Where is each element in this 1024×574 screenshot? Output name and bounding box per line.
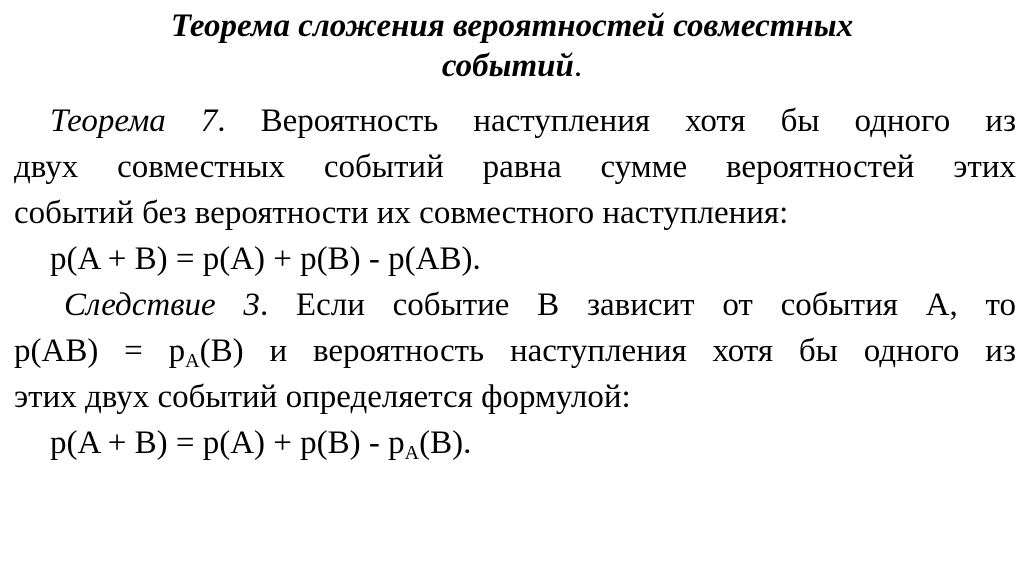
title-period: . bbox=[573, 48, 583, 84]
theorem-line-3: событий без вероятности их совместного наступления: bbox=[14, 195, 789, 231]
theorem-line-1-text: . Вероятность наступления хотя бы одного из bbox=[217, 103, 1016, 139]
corollary-label: Следствие 3 bbox=[64, 287, 260, 323]
theorem-line-1 bbox=[50, 98, 1016, 144]
theorem-line-2: двух совместных событий равна сумме вероятностей этих bbox=[14, 149, 1016, 185]
corollary-line-2-sub: A bbox=[185, 350, 200, 372]
title-line-2-text: событий bbox=[441, 48, 574, 84]
corollary-line-2 bbox=[14, 328, 1016, 374]
theorem-label: Теорема 7 bbox=[50, 103, 218, 139]
corollary-formula-sub: A bbox=[404, 442, 420, 464]
title-line-1: Теорема сложения вероятностей совместных bbox=[170, 8, 854, 44]
corollary-line-3: этих двух событий определяется формулой: bbox=[14, 379, 631, 415]
theorem-formula: p(A + B) = p(A) + p(B) - p(AB). bbox=[50, 241, 481, 277]
title-line-2 bbox=[0, 46, 1024, 86]
corollary-line-2-post: (B) и вероятность наступления хотя бы одного из bbox=[199, 333, 1016, 369]
slide-title bbox=[0, 6, 1024, 86]
corollary-formula-pre: p(A + B) = p(A) + p(B) - p bbox=[50, 425, 405, 461]
corollary-formula-post: (B). bbox=[419, 425, 472, 461]
corollary-line-2-pre: p(AB) = p bbox=[14, 333, 186, 369]
corollary-line-1 bbox=[64, 282, 1016, 328]
corollary-line-1-text: . Если событие B зависит от события A, то bbox=[259, 287, 1016, 323]
corollary-formula bbox=[50, 420, 471, 466]
